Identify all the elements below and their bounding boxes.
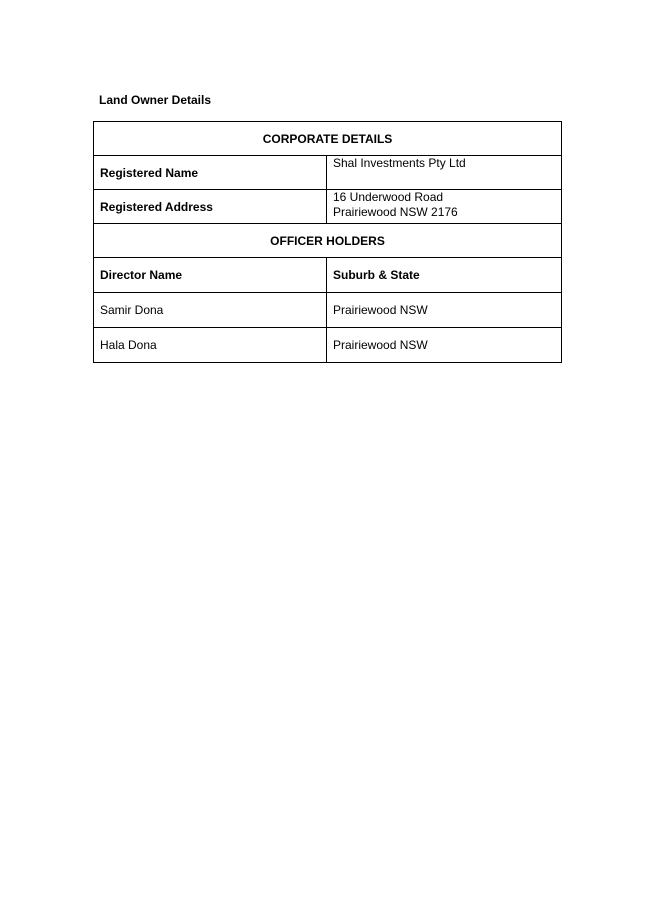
officer-column-header-row bbox=[94, 258, 562, 293]
director-name-cell: Hala Dona bbox=[94, 328, 327, 363]
officer-header-row bbox=[94, 224, 562, 258]
suburb-state-cell: Prairiewood NSW bbox=[327, 328, 562, 363]
address-line-1: 16 Underwood Road bbox=[333, 190, 444, 204]
registered-address-value bbox=[327, 190, 562, 224]
land-owner-table bbox=[93, 121, 562, 363]
registered-name-value: Shal Investments Pty Ltd bbox=[327, 156, 562, 190]
registered-name-label: Registered Name bbox=[94, 156, 327, 190]
officer-holders-header: OFFICER HOLDERS bbox=[94, 224, 562, 258]
suburb-state-column-header: Suburb & State bbox=[327, 258, 562, 293]
registered-address-label: Registered Address bbox=[94, 190, 327, 224]
address-line-2: Prairiewood NSW 2176 bbox=[333, 205, 458, 219]
table-row bbox=[94, 293, 562, 328]
suburb-state-cell: Prairiewood NSW bbox=[327, 293, 562, 328]
table-row bbox=[94, 328, 562, 363]
section-heading: Land Owner Details bbox=[99, 93, 212, 107]
registered-name-row bbox=[94, 156, 562, 190]
corporate-details-header: CORPORATE DETAILS bbox=[94, 122, 562, 156]
director-name-column-header: Director Name bbox=[94, 258, 327, 293]
director-name-cell: Samir Dona bbox=[94, 293, 327, 328]
corporate-header-row bbox=[94, 122, 562, 156]
registered-address-row bbox=[94, 190, 562, 224]
